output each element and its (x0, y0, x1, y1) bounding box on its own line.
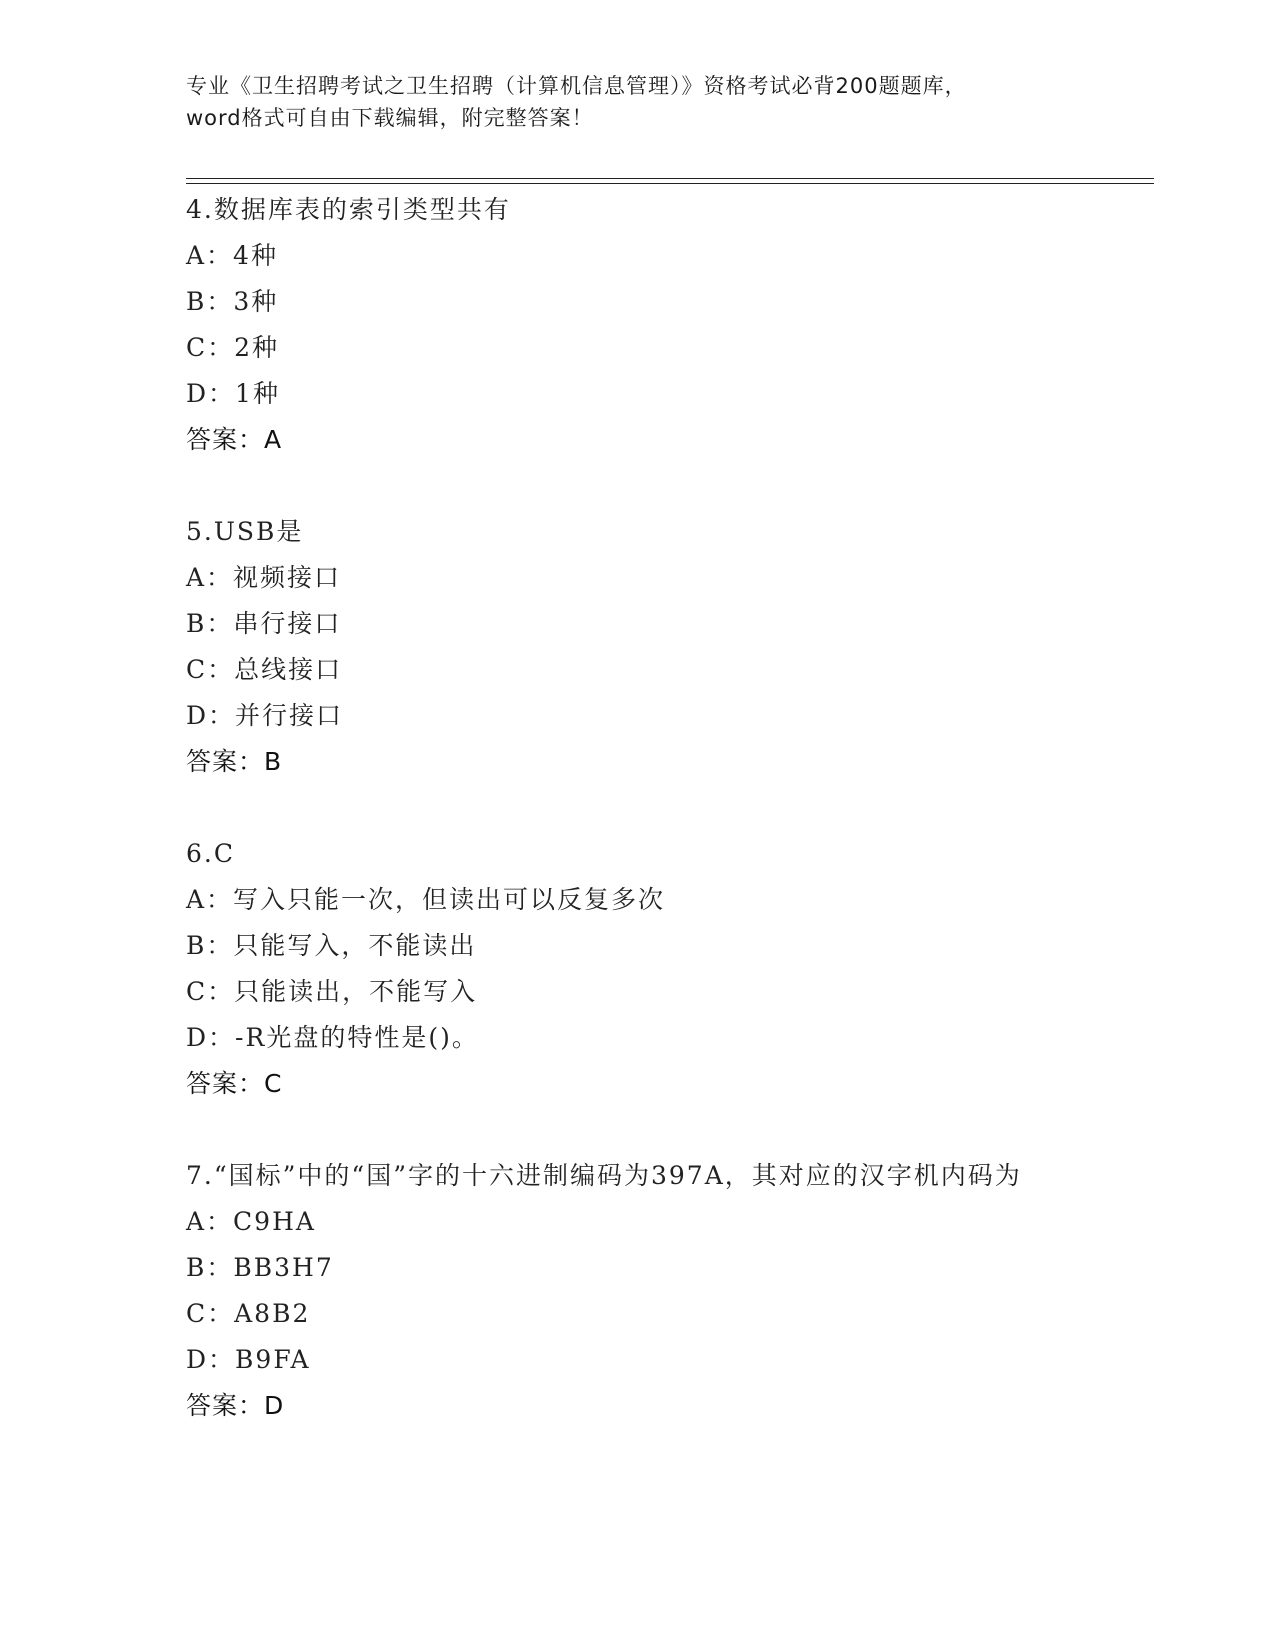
header-line-1: 专业《卫生招聘考试之卫生招聘（计算机信息管理）》资格考试必背200题题库， (186, 74, 967, 98)
option-d: D：并行接口 (186, 701, 344, 730)
option-a: A：视频接口 (186, 563, 342, 592)
question-stem: 6.C (186, 839, 235, 868)
question-stem: 5.USB是 (186, 517, 304, 546)
question-4 (186, 187, 1146, 463)
question-5 (186, 509, 1146, 785)
answer: 答案：A (186, 425, 283, 454)
option-b: B：只能写入，不能读出 (186, 931, 477, 960)
answer: 答案：D (186, 1391, 285, 1420)
option-d: D：B9FA (186, 1345, 311, 1374)
option-d: D：1种 (186, 379, 280, 408)
option-a: A：C9HA (186, 1207, 316, 1236)
question-7 (186, 1153, 1146, 1429)
answer: 答案：B (186, 747, 283, 776)
option-c: C：总线接口 (186, 655, 343, 684)
option-c: C：2种 (186, 333, 280, 362)
option-a: A：4种 (186, 241, 278, 270)
question-stem: 4.数据库表的索引类型共有 (186, 195, 511, 224)
option-d: D：-R光盘的特性是()。 (186, 1023, 479, 1052)
question-list (186, 187, 1146, 1475)
option-a: A：写入只能一次，但读出可以反复多次 (186, 885, 666, 914)
option-b: B：3种 (186, 287, 279, 316)
option-b: B：BB3H7 (186, 1253, 334, 1282)
answer: 答案：C (186, 1069, 283, 1098)
header-rule-bottom (186, 183, 1154, 184)
option-c: C：只能读出，不能写入 (186, 977, 478, 1006)
question-6 (186, 831, 1146, 1107)
header-line-2: word格式可自由下载编辑，附完整答案！ (186, 106, 594, 130)
document-header (186, 70, 1086, 134)
question-stem: 7.“国标”中的“国”字的十六进制编码为397A，其对应的汉字机内码为 (186, 1161, 1022, 1190)
option-c: C：A8B2 (186, 1299, 311, 1328)
header-rule-top (186, 178, 1154, 179)
option-b: B：串行接口 (186, 609, 342, 638)
